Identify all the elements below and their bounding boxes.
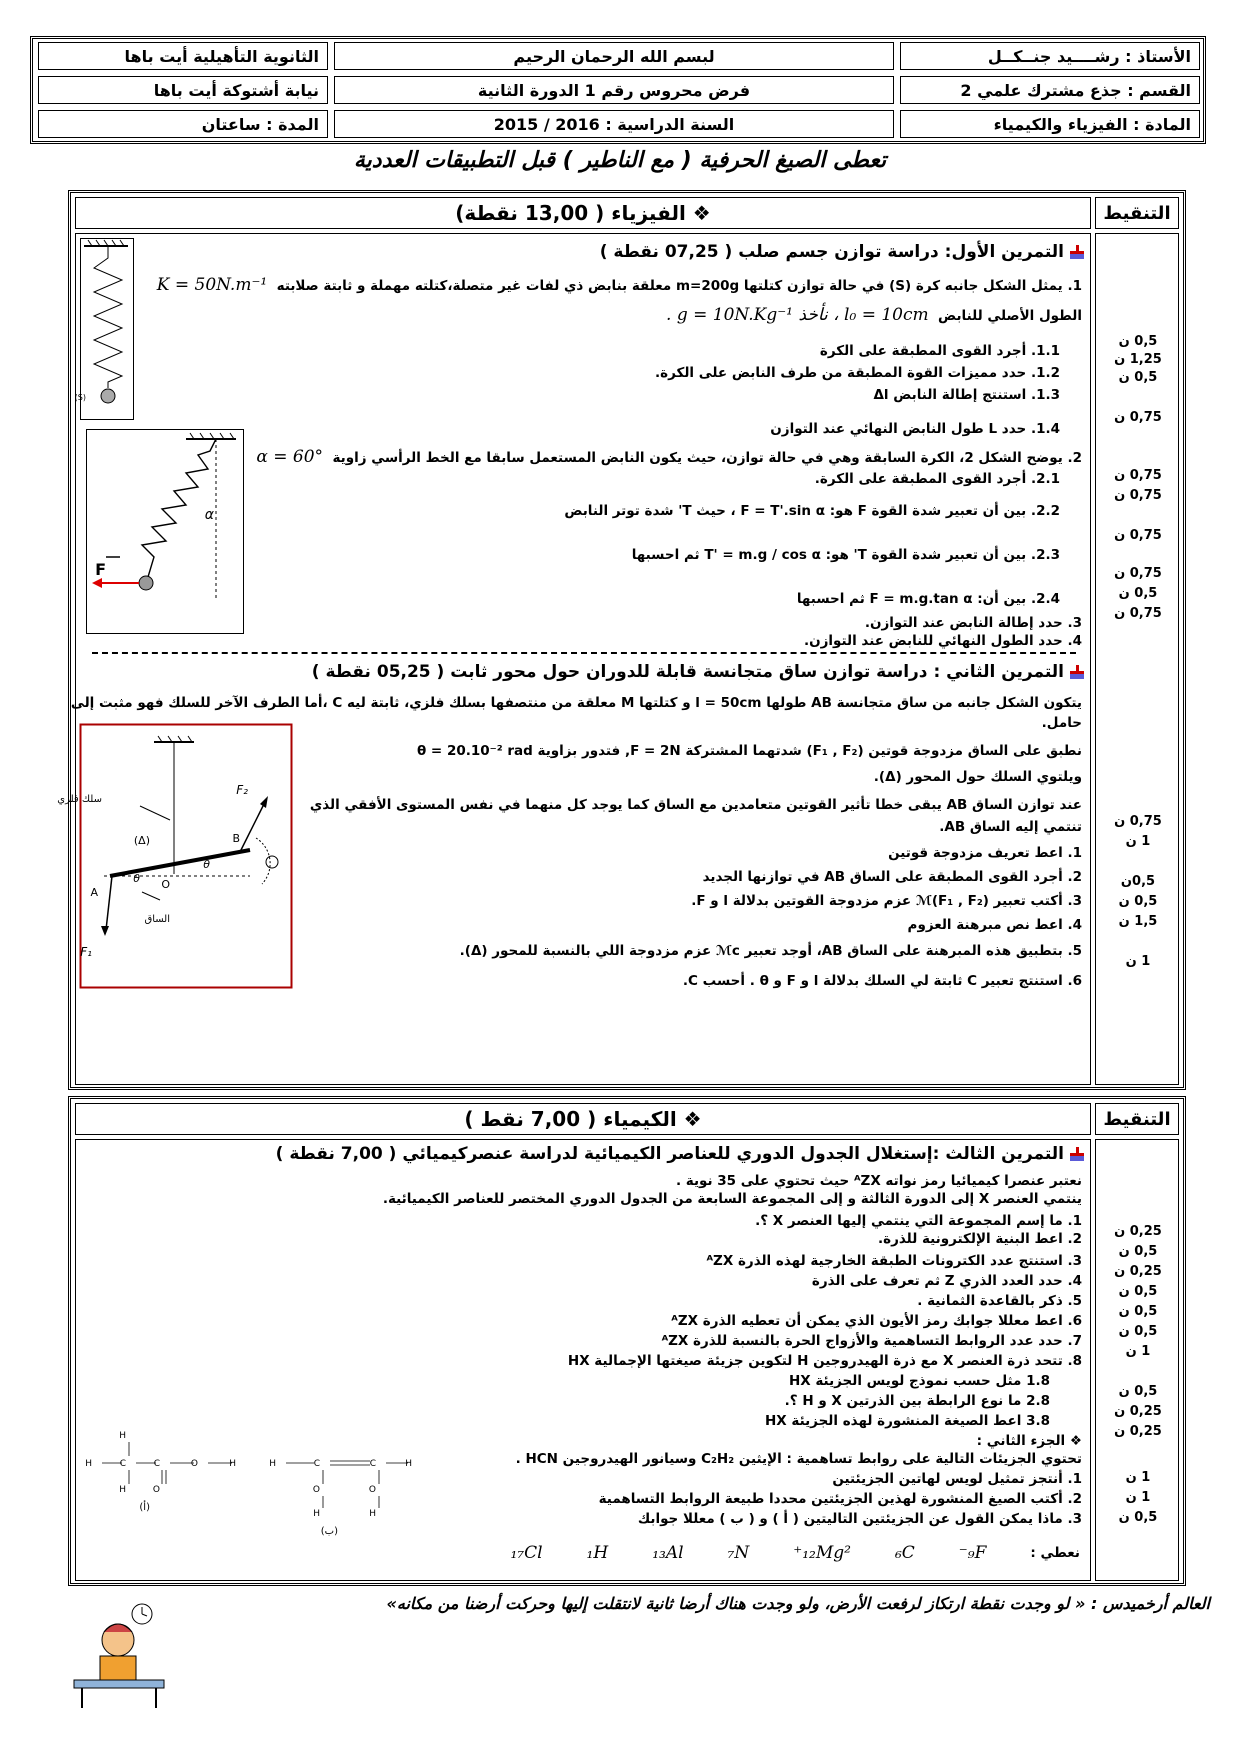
ex1-q22: 2.2. بين أن تعبير شدة القوة F هو: F = T'.sin α ، حيث T' شدة توتر النابض: [564, 503, 1060, 519]
element-f: ₉F⁻: [958, 1543, 987, 1563]
exercise-2-title: التمرين الثاني : دراسة توازن ساق متجانسة قابلة للدوران حول محور ثابت ( 05,25 نقطة ): [312, 662, 1084, 682]
ex2-q1: 1. اعط تعريف مزدوجة قوتين: [888, 845, 1082, 861]
svg-text:H: H: [269, 1459, 276, 1469]
svg-text:H: H: [119, 1485, 126, 1495]
ex2-p3b: تنتمي إليه الساق AB.: [939, 819, 1082, 835]
figure-1-label: (S): [74, 393, 86, 402]
ex3-q7: 7. حدد عدد الروابط التساهمية والأزواج الحرة بالنسبة للذرة ᴬZX: [661, 1333, 1082, 1349]
exercise-1-title: التمرين الأول: دراسة توازن جسم صلب ( 07,25 نقطة ): [600, 242, 1084, 262]
score-2-3: 0,75 ن: [1114, 528, 1162, 543]
subject: المادة : الفيزياء والكيمياء: [900, 110, 1200, 138]
ex1-line1: 1. يمثل الشكل جانبه كرة (S) في حالة توازن كتلتها m=200g معلقة بنابض ذي لفات غير متصلة،كتلته مهملة و ثابتة صلابته K = 50N.m⁻¹: [156, 275, 1082, 295]
ex2-q3: 3. أكتب تعبير ℳ(F₁ , F₂) عزم مزدوجة القوتين بدلالة l و F.: [691, 893, 1082, 909]
exam-title: فرض محروس رقم 1 الدورة الثانية: [334, 76, 894, 104]
svg-text:O: O: [152, 1485, 160, 1495]
figure-3-theta-right: θ: [203, 858, 210, 871]
figure-3-wire-label: سلك فلزي: [57, 794, 102, 805]
teacher-name: الأستاذ : رشــــيد جنــكــل: [900, 42, 1200, 70]
figure-1-spring: [74, 238, 134, 420]
ex1-q21: 2.1. أجرد القوى المطبقة على الكرة.: [814, 471, 1060, 487]
svg-text:O: O: [190, 1459, 198, 1469]
score-ex2-1: 0,75 ن: [1114, 814, 1162, 829]
score-ex2-5: 1,5 ن: [1118, 914, 1158, 929]
ex3-l2: ينتمي العنصر X إلى الدورة الثالثة و إلى المجموعة السابعة من الجدول الدوري المختصر للعناصر الكيميائية.: [382, 1191, 1082, 1207]
archimedes-quote: العالم أرخميدس : « لو وجدت نقطة ارتكاز لرفعت الأرض، ولو وجدت هناك أرضا ثانية لانتقلت إليها وحركت أرضنا من مكانه»: [386, 1594, 1210, 1613]
svg-text:H: H: [229, 1459, 236, 1469]
figure-3-axis-label: (Δ): [133, 834, 150, 847]
svg-text:C: C: [369, 1459, 376, 1469]
element-mg: ₁₂Mg²⁺: [793, 1543, 851, 1563]
ex1-q24: 2.4. بين أن: F = m.g.tan α ثم احسبها: [796, 591, 1060, 607]
score-c1: 0,25 ن: [1114, 1224, 1162, 1239]
score-c7: 1 ن: [1125, 1344, 1151, 1359]
ex3-part2: ❖ الجزء الثاني :: [976, 1433, 1082, 1449]
figure-3-theta-left: θ: [133, 872, 140, 885]
molecule-sketches: [86, 1430, 416, 1540]
ex3-q8: 8. تتحد ذرة العنصر X مع ذرة الهيدروجين H لتكوين جزيئة صيغتها الإجمالية HX: [567, 1353, 1082, 1369]
physics-section: [57, 190, 1186, 1090]
given-label: نعطي :: [1030, 1545, 1080, 1561]
ex3-q2: 2. اعط البنية الإلكترونية للذرة.: [878, 1231, 1082, 1247]
svg-text:H: H: [369, 1509, 376, 1519]
given-elements: [510, 1544, 1080, 1562]
exercise-marker-icon: [1070, 245, 1084, 259]
ex2-q5: 5. بتطبيق هذه المبرهنة على الساق AB، أوجد تعبير ℳc عزم مزدوجة اللي بالنسبة للمحور (Δ).: [459, 943, 1082, 959]
svg-text:C: C: [313, 1459, 320, 1469]
figure-3-f2-label: F₂: [236, 783, 248, 797]
molecule-b-label: (ب): [320, 1526, 338, 1537]
ex1-line2: الطول الأصلي للنابض l₀ = 10cm ، نأخذ g = 10N.Kg⁻¹ .: [666, 305, 1082, 325]
score-1-2: 1,25 ن: [1114, 352, 1162, 367]
exam-header: [30, 36, 1206, 144]
element-h: ₁H: [586, 1543, 609, 1563]
ex3-p2l1: تحتوي الجزيئات التالية على روابط تساهمية : الإيثين C₂H₂ وسيانور الهيدروجين HCN .: [515, 1451, 1082, 1467]
molecule-a-label: (أ): [139, 1502, 150, 1513]
ex1-q23: 2.3. بين أن تعبير شدة القوة T' هو: T' = m.g / cos α ثم احسبها: [631, 547, 1060, 563]
figure-2-inclined-spring: [86, 429, 244, 634]
score-p2-2: 1 ن: [1125, 1490, 1151, 1505]
ex3-q5: 5. ذكر بالقاعدة الثمانية .: [917, 1293, 1082, 1309]
figure-3-point-b: B: [232, 832, 240, 845]
basmala: لبسم الله الرحمان الرحيم: [334, 42, 894, 70]
score-ex2-6: 1 ن: [1125, 954, 1151, 969]
ex2-q2: 2. أجرد القوى المطبقة على الساق AB في توازنها الجديد: [702, 869, 1082, 885]
figure-3-f1-label: F₁: [80, 945, 92, 959]
ex1-q3: 3. حدد إطالة النابض عند التوازن.: [864, 615, 1082, 631]
figure-2-force-label: F: [95, 560, 106, 579]
physics-score-heading: التنقيط: [1095, 197, 1179, 229]
score-ex2-4: 0,5 ن: [1118, 894, 1158, 909]
ex2-p2: نطبق على الساق مزدوجة قوتين (F₁ , F₂) شدتهما المشتركة F = 2N, فتدور بزاوية θ = 20.10⁻² rad: [416, 743, 1082, 759]
ex2-q6: 6. استنتج تعبير C ثابتة لي السلك بدلالة l و F و θ . أحسب C.: [682, 973, 1082, 989]
ex1-q14: 1.4. حدد L طول النابض النهائي عند التوازن: [770, 421, 1060, 437]
physics-heading: ❖ الفيزياء ( 13,00 نقطة): [75, 197, 1091, 229]
ex1-q12: 1.2. حدد مميزات القوة المطبقة من طرف النابض على الكرة.: [655, 365, 1060, 381]
score-p2-3: 0,5 ن: [1118, 1510, 1158, 1525]
element-n: ₇N: [727, 1543, 750, 1563]
physics-score-column: [1095, 233, 1179, 1085]
ex1-q2: 2. يوضح الشكل 2، الكرة السابقة وهي في حالة توازن، حيث يكون النابض المستعمل سابقا مع الخط الرأسي زاوية α = 60°: [256, 447, 1082, 467]
svg-text:O: O: [312, 1485, 320, 1495]
exercise-3-title: التمرين الثالث :إستغلال الجدول الدوري للعناصر الكيميائية لدراسة عنصركيميائي ( 7,00 نقطة ): [276, 1144, 1084, 1164]
exercise-marker-icon: [1070, 1147, 1084, 1161]
class-level: القسم : جذع مشترك علمي 2: [900, 76, 1200, 104]
score-2-1: 0,75 ن: [1114, 468, 1162, 483]
score-c6: 0,5 ن: [1118, 1324, 1158, 1339]
ex3-q3: 3. استنتج عدد الكترونات الطبقة الخارجية لهذه الذرة ᴬZX: [706, 1253, 1082, 1269]
ex3-q81: 1.8 مثل حسب نموذج لويس الجزيئة HX: [788, 1373, 1050, 1389]
svg-text:H: H: [119, 1431, 126, 1441]
ex3-p2q2: 2. أكتب الصيغ المنشورة لهذين الجزيئتين محددا طبيعة الروابط التساهمية: [598, 1491, 1082, 1507]
score-c3: 0,25 ن: [1114, 1264, 1162, 1279]
score-c2: 0,5 ن: [1118, 1244, 1158, 1259]
ex1-q11: 1.1. أجرد القوى المطبقة على الكرة: [819, 343, 1060, 359]
chemistry-score-heading: التنقيط: [1095, 1103, 1179, 1135]
svg-text:H: H: [405, 1459, 412, 1469]
duration: المدة : ساعتان: [38, 110, 328, 138]
ex2-p1: يتكون الشكل جانبه من ساق متجانسة AB طولها l = 50cm و كتلتها M معلقة من منتصفها بسلك فلزي، ثابتة ليه C ،أما الطرف الآخر للسلك فهو مثبت إلى: [70, 695, 1082, 711]
physics-body: [57, 233, 1091, 1085]
figure-2-angle-label: α: [204, 507, 214, 523]
ex3-p2q1: 1. أنتجز تمثيل لويس لهاتين الجزيئتين: [832, 1471, 1082, 1487]
score-p2-1: 1 ن: [1125, 1470, 1151, 1485]
element-cl: ₁₇Cl: [510, 1543, 543, 1563]
score-3: 0,5 ن: [1118, 586, 1158, 601]
ex3-q4: 4. حدد العدد الذري Z ثم تعرف على الذرة: [811, 1273, 1082, 1289]
score-2-2: 0,75 ن: [1114, 488, 1162, 503]
instructions-banner: تعطى الصيغ الحرفية ( مع الناطير ) قبل التطبيقات العددية: [353, 148, 887, 173]
ex2-p1b: حامل.: [1041, 715, 1082, 731]
ex1-q4: 4. حدد الطول النهائي للنابض عند التوازن.: [803, 633, 1082, 649]
element-al: ₁₃Al: [652, 1543, 684, 1563]
score-4: 0,75 ن: [1114, 606, 1162, 621]
score-c4: 0,5 ن: [1118, 1284, 1158, 1299]
school-year: السنة الدراسية : 2016 / 2015: [334, 110, 894, 138]
score-ex2-2: 1 ن: [1125, 834, 1151, 849]
exercise-separator: [92, 652, 1076, 654]
figure-3-torsion-rod: [57, 724, 292, 988]
exercise-marker-icon: [1070, 665, 1084, 679]
chemistry-body: [75, 1139, 1091, 1581]
score-1-3: 0,5 ن: [1118, 370, 1158, 385]
score-ex2-3: 0,5ن: [1120, 874, 1156, 889]
svg-text:C: C: [119, 1459, 126, 1469]
ex3-q82: 2.8 ما نوع الرابطة بين الذرتين X و H ؟.: [784, 1393, 1050, 1409]
ex2-p3: عند توازن الساق AB يبقى خطا تأثير القوتين متعامدين مع الساق كما يوجد كل منهما في نفس المستوى الأفقي الذي: [309, 797, 1082, 813]
svg-text:H: H: [85, 1459, 92, 1469]
score-c5: 0,5 ن: [1118, 1304, 1158, 1319]
score-1-1: 0,5 ن: [1118, 334, 1158, 349]
ex2-p2b: ويلتوي السلك حول المحور (Δ).: [873, 769, 1082, 785]
chemistry-score-column: [1095, 1139, 1179, 1581]
ex2-q4: 4. اعط نص مبرهنة العزوم: [907, 917, 1082, 933]
directorate: نيابة أشتوكة أيت باها: [38, 76, 328, 104]
ex1-q13: 1.3. استنتج إطالة النابض Δl: [873, 387, 1060, 403]
student-cartoon-icon: [70, 1600, 170, 1710]
ex3-l1: نعتبر عنصرا كيميائيا رمز نواته ᴬZX حيث تحتوي على 35 نوية .: [675, 1173, 1082, 1189]
svg-text:C: C: [153, 1459, 160, 1469]
svg-text:O: O: [368, 1485, 376, 1495]
chemistry-heading: ❖ الكيمياء ( 7,00 نقط ): [75, 1103, 1091, 1135]
ex3-q6: 6. اعط معللا جوابك رمز الأيون الذي يمكن أن تعطيه الذرة ᴬZX: [671, 1313, 1082, 1329]
score-2-4: 0,75 ن: [1114, 566, 1162, 581]
score-c83: 0,25 ن: [1114, 1424, 1162, 1439]
element-c: ₆C: [894, 1543, 915, 1563]
score-c82: 0,25 ن: [1114, 1404, 1162, 1419]
ex3-q83: 3.8 اعط الصيغة المنشورة لهذه الجزيئة HX: [764, 1413, 1050, 1429]
ex3-q1: 1. ما إسم المجموعة التي ينتمي إليها العنصر X ؟.: [755, 1213, 1082, 1229]
figure-3-point-o: O: [161, 878, 170, 891]
chemistry-section: [68, 1096, 1186, 1586]
score-c81: 0,5 ن: [1118, 1384, 1158, 1399]
figure-3-point-a: A: [90, 886, 98, 899]
school-name: الثانوية التأهيلية أيت باها: [38, 42, 328, 70]
svg-text:H: H: [313, 1509, 320, 1519]
score-1-4: 0,75 ن: [1114, 410, 1162, 425]
figure-3-rod-label: الساق: [144, 914, 170, 925]
ex3-p2q3: 3. ماذا يمكن القول عن الجزيئتين التاليتين ( أ ) و ( ب ) معللا جوابك: [637, 1511, 1082, 1527]
